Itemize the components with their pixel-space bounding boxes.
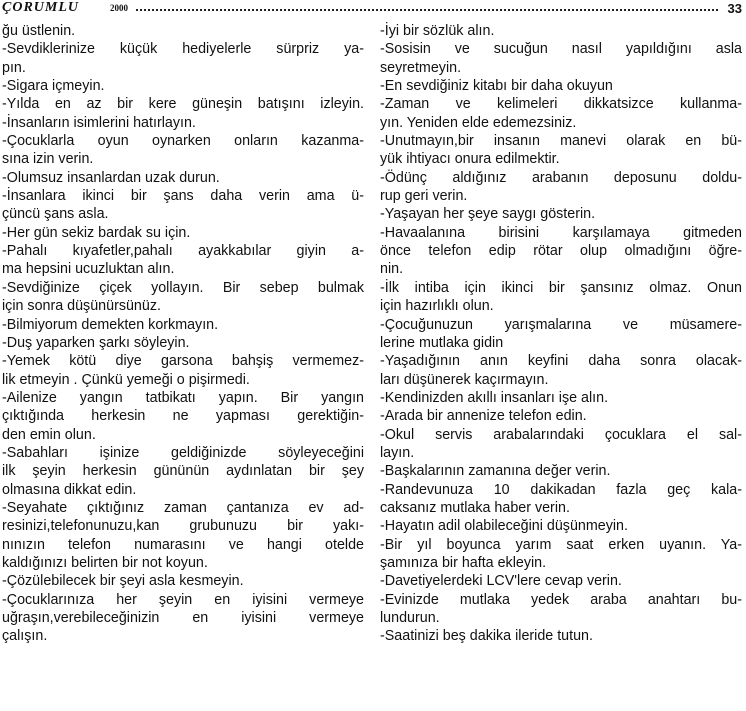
text-line: -Zaman ve kelimeleri dikkatsizce kullanma- [380,96,742,113]
text-line: ları düşünerek kaçırmayın. [380,371,549,388]
text-line: -İyi bir sözlük alın. [380,23,495,39]
text-line: -En sevdiğiniz kitabı bir daha okuyun [380,78,613,95]
text-line: -Unutmayın,bir insanın manevi olarak en bü- [380,133,742,150]
text-line: -Kendinizden akıllı insanları işe alın. [380,389,609,406]
text-line: -Pahalı kıyafetler,pahalı ayakkabılar giyin a- [2,243,364,260]
text-line: ma hepsini ucuzluktan alın. [2,261,175,278]
text-line: -İlk intiba için ikinci bir şansınız olmaz. Onun [380,279,742,296]
text-line: çıktığında herkesin ne yapması gerektiğin- [2,408,364,425]
text-line: -Olumsuz insanlardan uzak durun. [2,169,220,186]
text-line: -Çocuğunuzun yarışmalarına ve müsamere- [380,316,742,333]
text-line: için sonra düşünürsünüz. [2,298,161,315]
text-line: çalışın. [2,628,48,645]
text-line: sına izin verin. [2,151,94,168]
text-line: den emin olun. [2,426,96,443]
text-line: layın. [380,444,415,461]
text-line: -Sigara içmeyin. [2,78,105,95]
text-line: -Sosisin ve sucuğun nasıl yapıldığını asla [380,41,742,58]
text-line: -Sevdiğinize çiçek yollayın. Bir sebep bulmak [2,279,364,296]
text-line: -Çocuklarla oyun oynarken onların kazanma- [2,133,364,150]
text-line: -Bilmiyorum demekten korkmayın. [2,316,219,333]
text-line: -Sevdiklerinize küçük hediyelerle sürpriz ya- [2,41,364,58]
text-line: rup geri verin. [380,188,468,205]
page-number: 33 [727,1,742,16]
text-line: lik etmeyin . Çünkü yemeği o pişirmedi. [2,371,250,388]
text-line: şamınıza bir hafta ekleyin. [380,554,547,571]
text-line: nınızın telefon numarasını ve hangi otelde [2,536,364,553]
text-line: için hazırlıklı olun. [380,298,494,315]
text-line: -Seyahate çıktığınız zaman çantanıza ev ad- [2,499,364,516]
text-line: -İnsanların isimlerini hatırlayın. [2,114,196,131]
text-line: -Çözülebilecek bir şeyi asla kesmeyin. [2,573,244,590]
text-line: -Arada bir annenize telefon edin. [380,408,587,425]
text-line: -Çocuklarınıza her şeyin en iyisini vermeye [2,591,364,608]
text-line: -Ödünç aldığınız arabanın deposunu doldu- [380,169,742,186]
text-line: -Başkalarının zamanına değer verin. [380,463,611,480]
text-line: -Yılda en az bir kere güneşin batışını izleyin. [2,96,364,113]
text-line: -Hayatın adil olabileceğini düşünmeyin. [380,518,628,535]
header-dotted-rule [136,9,718,11]
magazine-logo: ÇORUMLU [2,0,80,15]
page-header [0,0,746,22]
right-column [380,22,742,646]
text-line: -Ailenize yangın tatbikatı yapın. Bir yangın [2,389,364,406]
text-line: -Okul servis arabalarındaki çocuklara el sal- [380,426,742,443]
text-line: nin. [380,261,404,278]
text-line: resinizi,telefonunuzu,kan grubunuzu bir yakı- [2,518,364,535]
text-line: -Saatinizi beş dakika ileride tutun. [380,628,593,645]
left-column [2,22,364,646]
text-line: olmasına dikkat edin. [2,481,137,498]
issue-year: 2000 [110,3,128,13]
text-line: -Havaalanına birisini karşılamaya gitmeden [380,224,742,241]
text-line: -Bir yıl boyunca yarım saat erken uyanın. Ya- [380,536,742,553]
text-line: -Davetiyelerdeki LCV'lere cevap verin. [380,573,622,590]
text-line: caksanız mutlaka haber verin. [380,499,570,516]
text-line: lundurun. [380,610,440,626]
text-line: ğu üstlenin. [2,23,76,39]
text-line: -Yaşadığının anın keyfini daha sonra olacak- [380,353,742,370]
text-line: -Randevunuza 10 dakikadan fazla geç kala- [380,481,742,498]
text-line: lerine mutlaka gidin [380,334,504,351]
text-line: uğraşın,verebileceğinizin en iyisini vermeye [2,610,364,626]
text-line: yük ihtiyacı onura edilmektir. [380,151,560,168]
text-line: -Duş yaparken şarkı söyleyin. [2,334,190,351]
text-line: -Her gün sekiz bardak su için. [2,224,191,241]
text-line: kaldığınızı belirten bir not koyun. [2,554,208,571]
text-line: yın. Yeniden elde edemezsiniz. [380,114,577,131]
text-line: -Yemek kötü diye garsona bahşiş vermemez- [2,353,364,370]
text-line: -Sabahları işinize geldiğinizde söyleyeceğini [2,444,364,461]
text-line: pın. [2,59,26,76]
text-line: önce telefon edip rötar olup olmadığını öğre- [380,243,742,260]
text-line: -İnsanlara ikinci bir şans daha verin ama ü- [2,188,364,205]
text-line: seyretmeyin. [380,59,462,76]
text-line: çüncü şans asla. [2,206,109,223]
text-line: -Yaşayan her şeye saygı gösterin. [380,206,596,223]
text-line: ilk şeyin herkesin gününün aydınlatan bir şey [2,463,364,480]
text-line: -Evinizde mutlaka yedek araba anahtarı bu- [380,591,742,608]
